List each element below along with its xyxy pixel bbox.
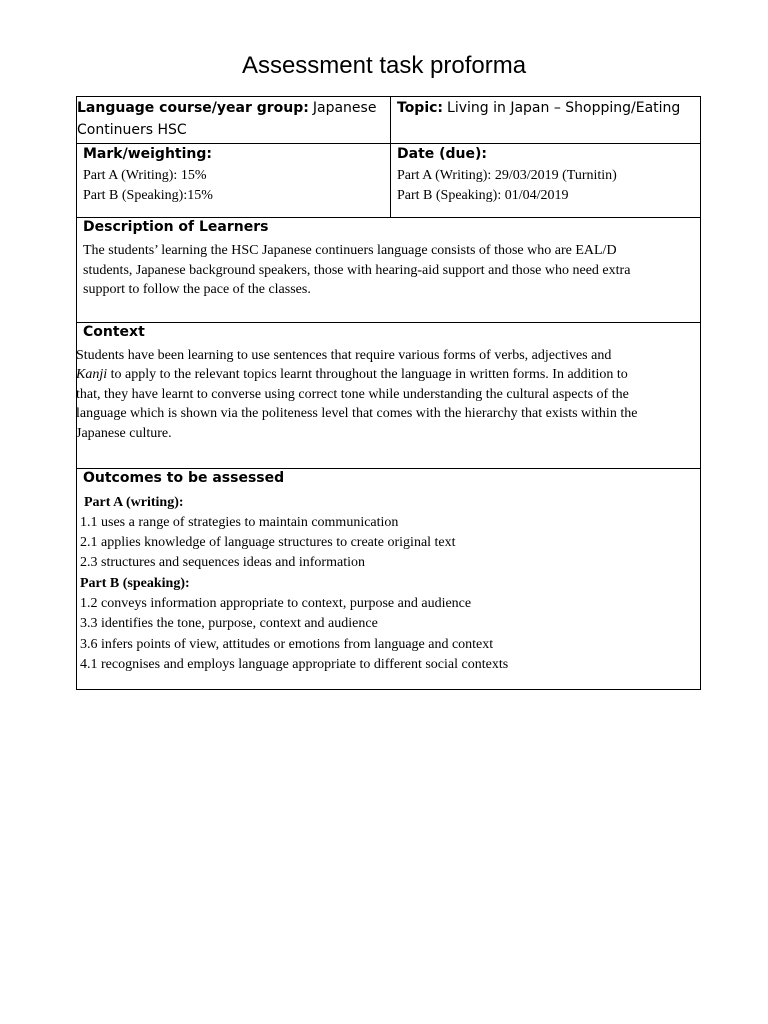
outcome-item: 1.2 conveys information appropriate to context, purpose and audience (80, 596, 472, 611)
date-line-part-a: Part A (Writing): 29/03/2019 (Turnitin) (397, 168, 617, 183)
outcome-item: 4.1 recognises and employs language appropriate to different social contexts (80, 657, 509, 672)
part-b-heading: Part B (speaking): (80, 576, 190, 591)
learners-heading: Description of Learners (83, 219, 269, 235)
learners-line: The students’ learning the HSC Japanese continuers language consists of those who are EAL/D (83, 243, 617, 258)
mark-line-part-a: Part A (Writing): 15% (83, 168, 207, 183)
outcome-item: 2.3 structures and sequences ideas and information (80, 555, 365, 570)
part-a-heading: Part A (writing): (84, 495, 184, 510)
topic-label: Topic: (397, 100, 444, 116)
context-section (76, 322, 701, 469)
date-due-cell (390, 143, 701, 218)
outcome-item: 2.1 applies knowledge of language structures to create original text (80, 535, 456, 550)
course-value-line1: Japanese (312, 100, 377, 116)
topic-cell (390, 96, 701, 144)
context-line: Japanese culture. (76, 426, 172, 441)
document-title: Assessment task proforma (241, 52, 527, 79)
learners-line: students, Japanese background speakers, those with hearing-aid support and those who need extra (83, 263, 631, 278)
outcome-item: 3.6 infers points of view, attitudes or emotions from language and context (80, 637, 494, 652)
context-line (76, 365, 628, 385)
course-value-line2: Continuers HSC (77, 122, 187, 138)
outcomes-section (76, 468, 701, 690)
course-cell (76, 96, 391, 144)
context-line: Students have been learning to use sentences that require various forms of verbs, adjectives and (76, 348, 612, 363)
context-line: language which is shown via the politeness level that comes with the hierarchy that exists within the (76, 406, 638, 421)
context-line-rest: to apply to the relevant topics learnt throughout the language in written forms. In addition to (107, 367, 628, 382)
outcome-item: 3.3 identifies the tone, purpose, context and audience (80, 616, 378, 631)
kanji-term: Kanji (76, 367, 108, 382)
context-heading: Context (83, 324, 145, 340)
learners-section (76, 217, 701, 323)
learners-line: support to follow the pace of the classes. (83, 282, 311, 297)
outcome-item: 1.1 uses a range of strategies to maintain communication (80, 515, 399, 530)
date-due-label: Date (due): (397, 146, 488, 162)
mark-line-part-b: Part B (Speaking):15% (83, 188, 213, 203)
topic-value: Living in Japan – Shopping/Eating (447, 100, 681, 116)
date-line-part-b: Part B (Speaking): 01/04/2019 (397, 188, 569, 203)
mark-weighting-label: Mark/weighting: (83, 146, 213, 162)
outcomes-heading: Outcomes to be assessed (83, 470, 285, 486)
mark-weighting-cell (76, 143, 391, 218)
course-label: Language course/year group: (77, 100, 309, 116)
context-line: that, they have learnt to converse using correct tone while understanding the cultural aspects of the (76, 387, 629, 402)
